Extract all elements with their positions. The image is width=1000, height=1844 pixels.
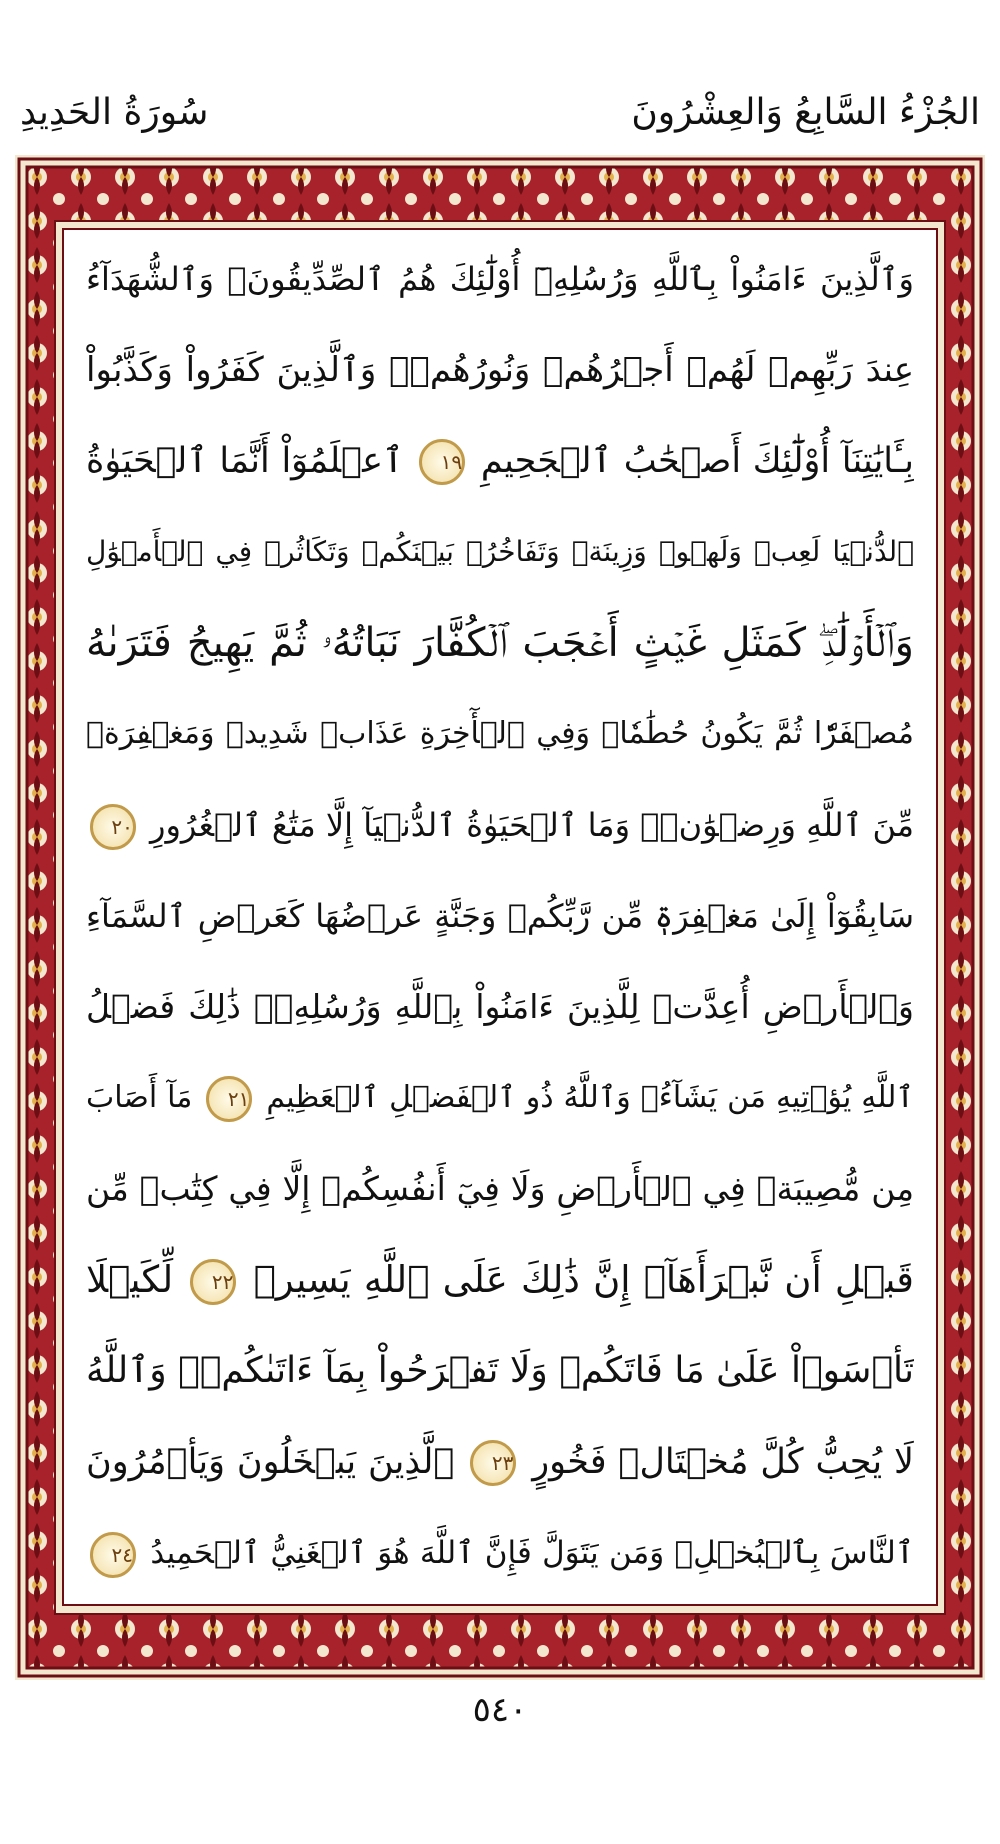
text-line xyxy=(86,1146,914,1232)
verse-text: مُصۡفَرّٗا ثُمَّ يَكُونُ حُطَٰمٗاۖ وَفِي ٱلۡأٓخِرَةِ عَذَابٞ شَدِيدٞ وَمَغۡفِرَةٞ xyxy=(86,716,914,751)
verse-text: لِّكَيۡلَا xyxy=(86,1258,174,1301)
verse-text: مَآ أَصَابَ xyxy=(86,1080,193,1115)
text-line xyxy=(86,1328,914,1414)
verse-text: مِّنَ ٱللَّهِ وَرِضۡوَٰنٞۚ وَمَا ٱلۡحَيَوٰةُ ٱلدُّنۡيَآ إِلَّا مَتَٰعُ ٱلۡغُرُورِ xyxy=(150,806,914,844)
verse-text: وَٱلۡأَوۡلَٰدِۖ كَمَثَلِ غَيۡثٍ أَعۡجَبَ ٱلۡكُفَّارَ نَبَاتُهُۥ ثُمَّ يَهِيجُ فَتَرَىٰهُ xyxy=(86,620,914,666)
text-line xyxy=(86,691,914,777)
ayah-number-marker: ٢٤ xyxy=(90,1532,136,1578)
ayah-number-marker: ٢١ xyxy=(206,1076,252,1122)
verse-text: بِـَٔايَٰتِنَآ أُوْلَٰٓئِكَ أَصۡحَٰبُ ٱلۡجَحِيمِ xyxy=(480,441,914,481)
text-line xyxy=(86,236,914,322)
text-line xyxy=(86,782,914,868)
verse-text: مِن مُّصِيبَةٖ فِي ٱلۡأَرۡضِ وَلَا فِيٓ أَنفُسِكُمۡ إِلَّا فِي كِتَٰبٖ مِّن xyxy=(86,1169,914,1208)
text-line xyxy=(86,509,914,595)
text-line xyxy=(86,1510,914,1596)
quran-text-panel xyxy=(62,228,938,1606)
text-line xyxy=(86,327,914,413)
ayah-number-marker: ٢٢ xyxy=(190,1259,236,1305)
verse-text: ٱعۡلَمُوٓاْ أَنَّمَا ٱلۡحَيَوٰةُ xyxy=(86,441,404,481)
verse-text: عِندَ رَبِّهِمۡ لَهُمۡ أَجۡرُهُمۡ وَنُورُهُمۡۖ وَٱلَّذِينَ كَفَرُواْ وَكَذَّبُواْ xyxy=(86,350,914,390)
juz-name: الجُزْءُ السَّابِعُ وَالعِشْرُونَ xyxy=(631,92,980,133)
surah-name: سُورَةُ الحَدِيدِ xyxy=(20,92,209,133)
verse-text: تَأۡسَوۡاْ عَلَىٰ مَا فَاتَكُمۡ وَلَا تَفۡرَحُواْ بِمَآ ءَاتَىٰكُمۡۗ وَٱللَّهُ xyxy=(86,1350,914,1391)
verse-text: ٱلَّذِينَ يَبۡخَلُونَ وَيَأۡمُرُونَ xyxy=(86,1442,455,1482)
text-line xyxy=(86,1055,914,1141)
verse-text: وَٱلۡأَرۡضِ أُعِدَّتۡ لِلَّذِينَ ءَامَنُواْ بِٱللَّهِ وَرُسُلِهِۦۚ ذَٰلِكَ فَضۡلُ xyxy=(86,987,914,1026)
ayah-number-marker: ٢٣ xyxy=(470,1440,516,1486)
page-number: ٥٤٠ xyxy=(472,1690,528,1730)
verse-text: وَٱلَّذِينَ ءَامَنُواْ بِٱللَّهِ وَرُسُلِهِۦٓ أُوْلَٰٓئِكَ هُمُ ٱلصِّدِّيقُونَۖ وَٱلشُّهَدَآءُ xyxy=(86,260,914,298)
verse-text: سَابِقُوٓاْ إِلَىٰ مَغۡفِرَةٖ مِّن رَّبِّكُمۡ وَجَنَّةٍ عَرۡضُهَا كَعَرۡضِ ٱلسَّمَآءِ xyxy=(86,897,914,935)
ayah-number-marker: ١٩ xyxy=(419,439,465,485)
text-line xyxy=(86,418,914,504)
verse-text: قَبۡلِ أَن نَّبۡرَأَهَآۚ إِنَّ ذَٰلِكَ عَلَى ٱللَّهِ يَسِيرٞ xyxy=(253,1258,914,1301)
text-line xyxy=(86,1419,914,1505)
verse-text: لَا يُحِبُّ كُلَّ مُخۡتَالٖ فَخُورٍ xyxy=(532,1442,914,1482)
ayah-number-marker: ٢٠ xyxy=(90,804,136,850)
verse-text: ٱللَّهِ يُؤۡتِيهِ مَن يَشَآءُۚ وَٱللَّهُ ذُو ٱلۡفَضۡلِ ٱلۡعَظِيمِ xyxy=(266,1080,914,1115)
verse-text: ٱلدُّنۡيَا لَعِبٞ وَلَهۡوٞ وَزِينَةٞ وَتَفَاخُرُۢ بَيۡنَكُمۡ وَتَكَاثُرٞ فِي ٱلۡأَمۡوَٰلِ xyxy=(86,535,914,568)
text-line xyxy=(86,600,914,686)
verse-text: ٱلنَّاسَ بِٱلۡبُخۡلِۗ وَمَن يَتَوَلَّ فَإِنَّ ٱللَّهَ هُوَ ٱلۡغَنِيُّ ٱلۡحَمِيدُ xyxy=(150,1535,914,1571)
text-line xyxy=(86,964,914,1050)
page-header xyxy=(0,0,1000,170)
text-line xyxy=(86,1237,914,1323)
text-line xyxy=(86,873,914,959)
